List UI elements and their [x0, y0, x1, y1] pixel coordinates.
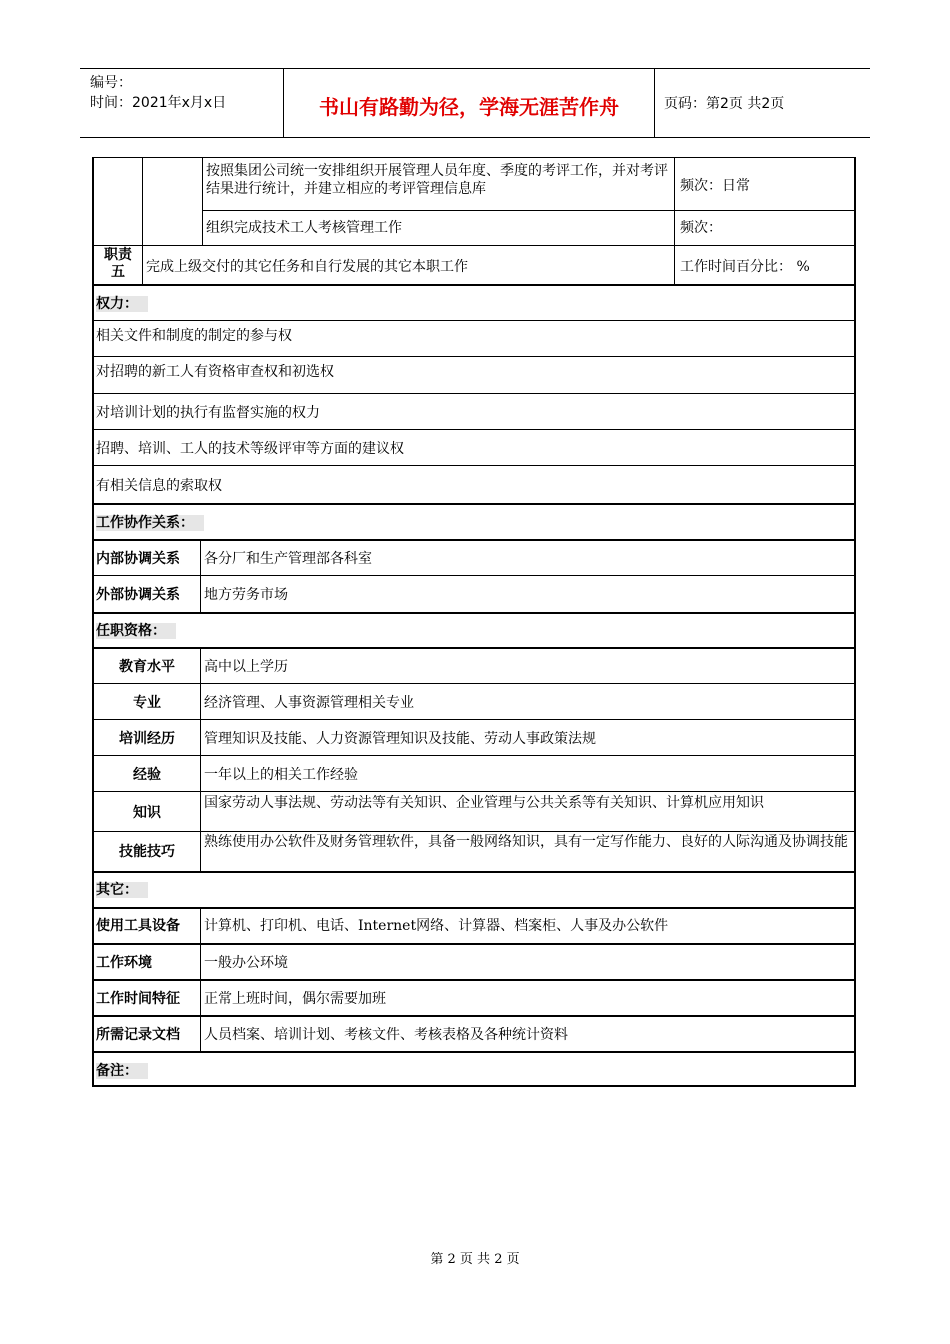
- section-divider: [94, 647, 854, 649]
- internal-relations-value: 各分厂和生产管理部各科室: [204, 551, 372, 567]
- duty-five-label: [94, 247, 142, 281]
- external-relations-label: 外部协调关系: [96, 587, 180, 603]
- duty-task-text: 按照集团公司统一安排组织开展管理人员年度、季度的考评工作，并对考评结果进行统计，并建立相应的考评管理信息库: [206, 163, 668, 197]
- duty-frequency: 频次：: [680, 220, 722, 236]
- page-info: 页码：第2页 共2页: [664, 96, 785, 112]
- header-divider: [654, 69, 655, 137]
- section-divider: [94, 871, 854, 873]
- duty-task-text: 组织完成技术工人考核管理工作: [206, 220, 402, 236]
- other-section-title: [96, 881, 148, 899]
- col-divider: [674, 158, 675, 284]
- header-motto: 书山有路勤为径，学海无涯苦作舟: [319, 95, 619, 119]
- qualification-value: 熟练使用办公软件及财务管理软件，具备一般网络知识，具有一定写作能力、良好的人际沟通及协调技能: [204, 834, 848, 850]
- qualification-label: 教育水平: [119, 659, 175, 675]
- row-divider: [94, 245, 854, 246]
- other-value: 人员档案、培训计划、考核文件、考核表格及各种统计资料: [204, 1027, 568, 1043]
- qualification-label: 经验: [133, 767, 161, 783]
- section-title: 其它：: [96, 882, 148, 898]
- section-divider: [94, 1051, 854, 1053]
- duty-five-percentage: 工作时间百分比： %: [680, 259, 810, 275]
- authority-section-title: [96, 295, 148, 313]
- authority-item: 对培训计划的执行有监督实施的权力: [96, 405, 320, 421]
- qualification-value: 国家劳动人事法规、劳动法等有关知识、企业管理与公共关系等有关知识、计算机应用知识: [204, 795, 764, 811]
- job-description-table: [92, 157, 856, 1087]
- qualification-value: 管理知识及技能、人力资源管理知识及技能、劳动人事政策法规: [204, 731, 596, 747]
- row-divider: [94, 943, 854, 945]
- row-divider: [94, 979, 854, 981]
- section-title: 备注：: [96, 1063, 148, 1079]
- page-footer: 第 2 页 共 2 页: [430, 1252, 520, 1267]
- page-header: [80, 68, 870, 138]
- col-divider: [142, 245, 143, 284]
- remarks-section-title: [96, 1062, 148, 1080]
- row-divider: [94, 465, 854, 466]
- row-divider: [202, 210, 854, 211]
- section-divider: [94, 284, 854, 286]
- other-label: 使用工具设备: [96, 918, 180, 934]
- row-divider: [94, 831, 854, 832]
- internal-relations-label: 内部协调关系: [96, 551, 180, 567]
- other-value: 正常上班时间，偶尔需要加班: [204, 991, 386, 1007]
- qualification-label: 技能技巧: [119, 844, 175, 860]
- row-divider: [94, 575, 854, 576]
- section-title: 工作协作关系：: [96, 515, 204, 531]
- qualification-label: 培训经历: [119, 731, 175, 747]
- row-divider: [94, 791, 854, 792]
- other-value: 计算机、打印机、电话、Internet网络、计算器、档案柜、人事及办公软件: [204, 918, 669, 934]
- other-label: 所需记录文档: [96, 1027, 180, 1043]
- authority-item: 对招聘的新工人有资格审查权和初选权: [96, 364, 334, 380]
- other-label: 工作时间特征: [96, 991, 180, 1007]
- row-divider: [94, 356, 854, 357]
- authority-item: 相关文件和制度的制定的参与权: [96, 328, 292, 344]
- duty-frequency: 频次：日常: [680, 178, 750, 194]
- col-divider: [200, 647, 201, 871]
- section-divider: [94, 907, 854, 909]
- col-divider: [142, 158, 143, 245]
- section-title: 任职资格：: [96, 623, 176, 639]
- row-divider: [94, 393, 854, 394]
- qualifications-section-title: [96, 622, 176, 640]
- qualification-label: 知识: [133, 805, 161, 821]
- col-divider: [202, 158, 203, 245]
- duty-label-line: 五: [111, 264, 125, 280]
- relations-section-title: [96, 514, 204, 532]
- row-divider: [94, 320, 854, 321]
- section-divider: [94, 503, 854, 505]
- authority-item: 有相关信息的索取权: [96, 478, 222, 494]
- header-meta: [90, 73, 226, 113]
- row-divider: [94, 755, 854, 756]
- qualification-value: 经济管理、人事资源管理相关专业: [204, 695, 414, 711]
- section-divider: [94, 539, 854, 541]
- row-divider: [94, 1015, 854, 1017]
- section-title: 权力：: [96, 296, 148, 312]
- row-divider: [94, 683, 854, 684]
- date-line: 时间：2021年x月x日: [90, 95, 227, 111]
- duty-label-line: 职责: [104, 247, 132, 263]
- external-relations-value: 地方劳务市场: [204, 587, 288, 603]
- duty-five-text: 完成上级交付的其它任务和自行发展的其它本职工作: [146, 259, 468, 275]
- section-divider: [94, 612, 854, 614]
- other-label: 工作环境: [96, 955, 152, 971]
- authority-item: 招聘、培训、工人的技术等级评审等方面的建议权: [96, 441, 404, 457]
- other-value: 一般办公环境: [204, 955, 288, 971]
- qualification-label: 专业: [133, 695, 161, 711]
- row-divider: [94, 719, 854, 720]
- code-label: 编号：: [90, 75, 132, 91]
- row-divider: [94, 429, 854, 430]
- qualification-value: 一年以上的相关工作经验: [204, 767, 358, 783]
- qualification-value: 高中以上学历: [204, 659, 288, 675]
